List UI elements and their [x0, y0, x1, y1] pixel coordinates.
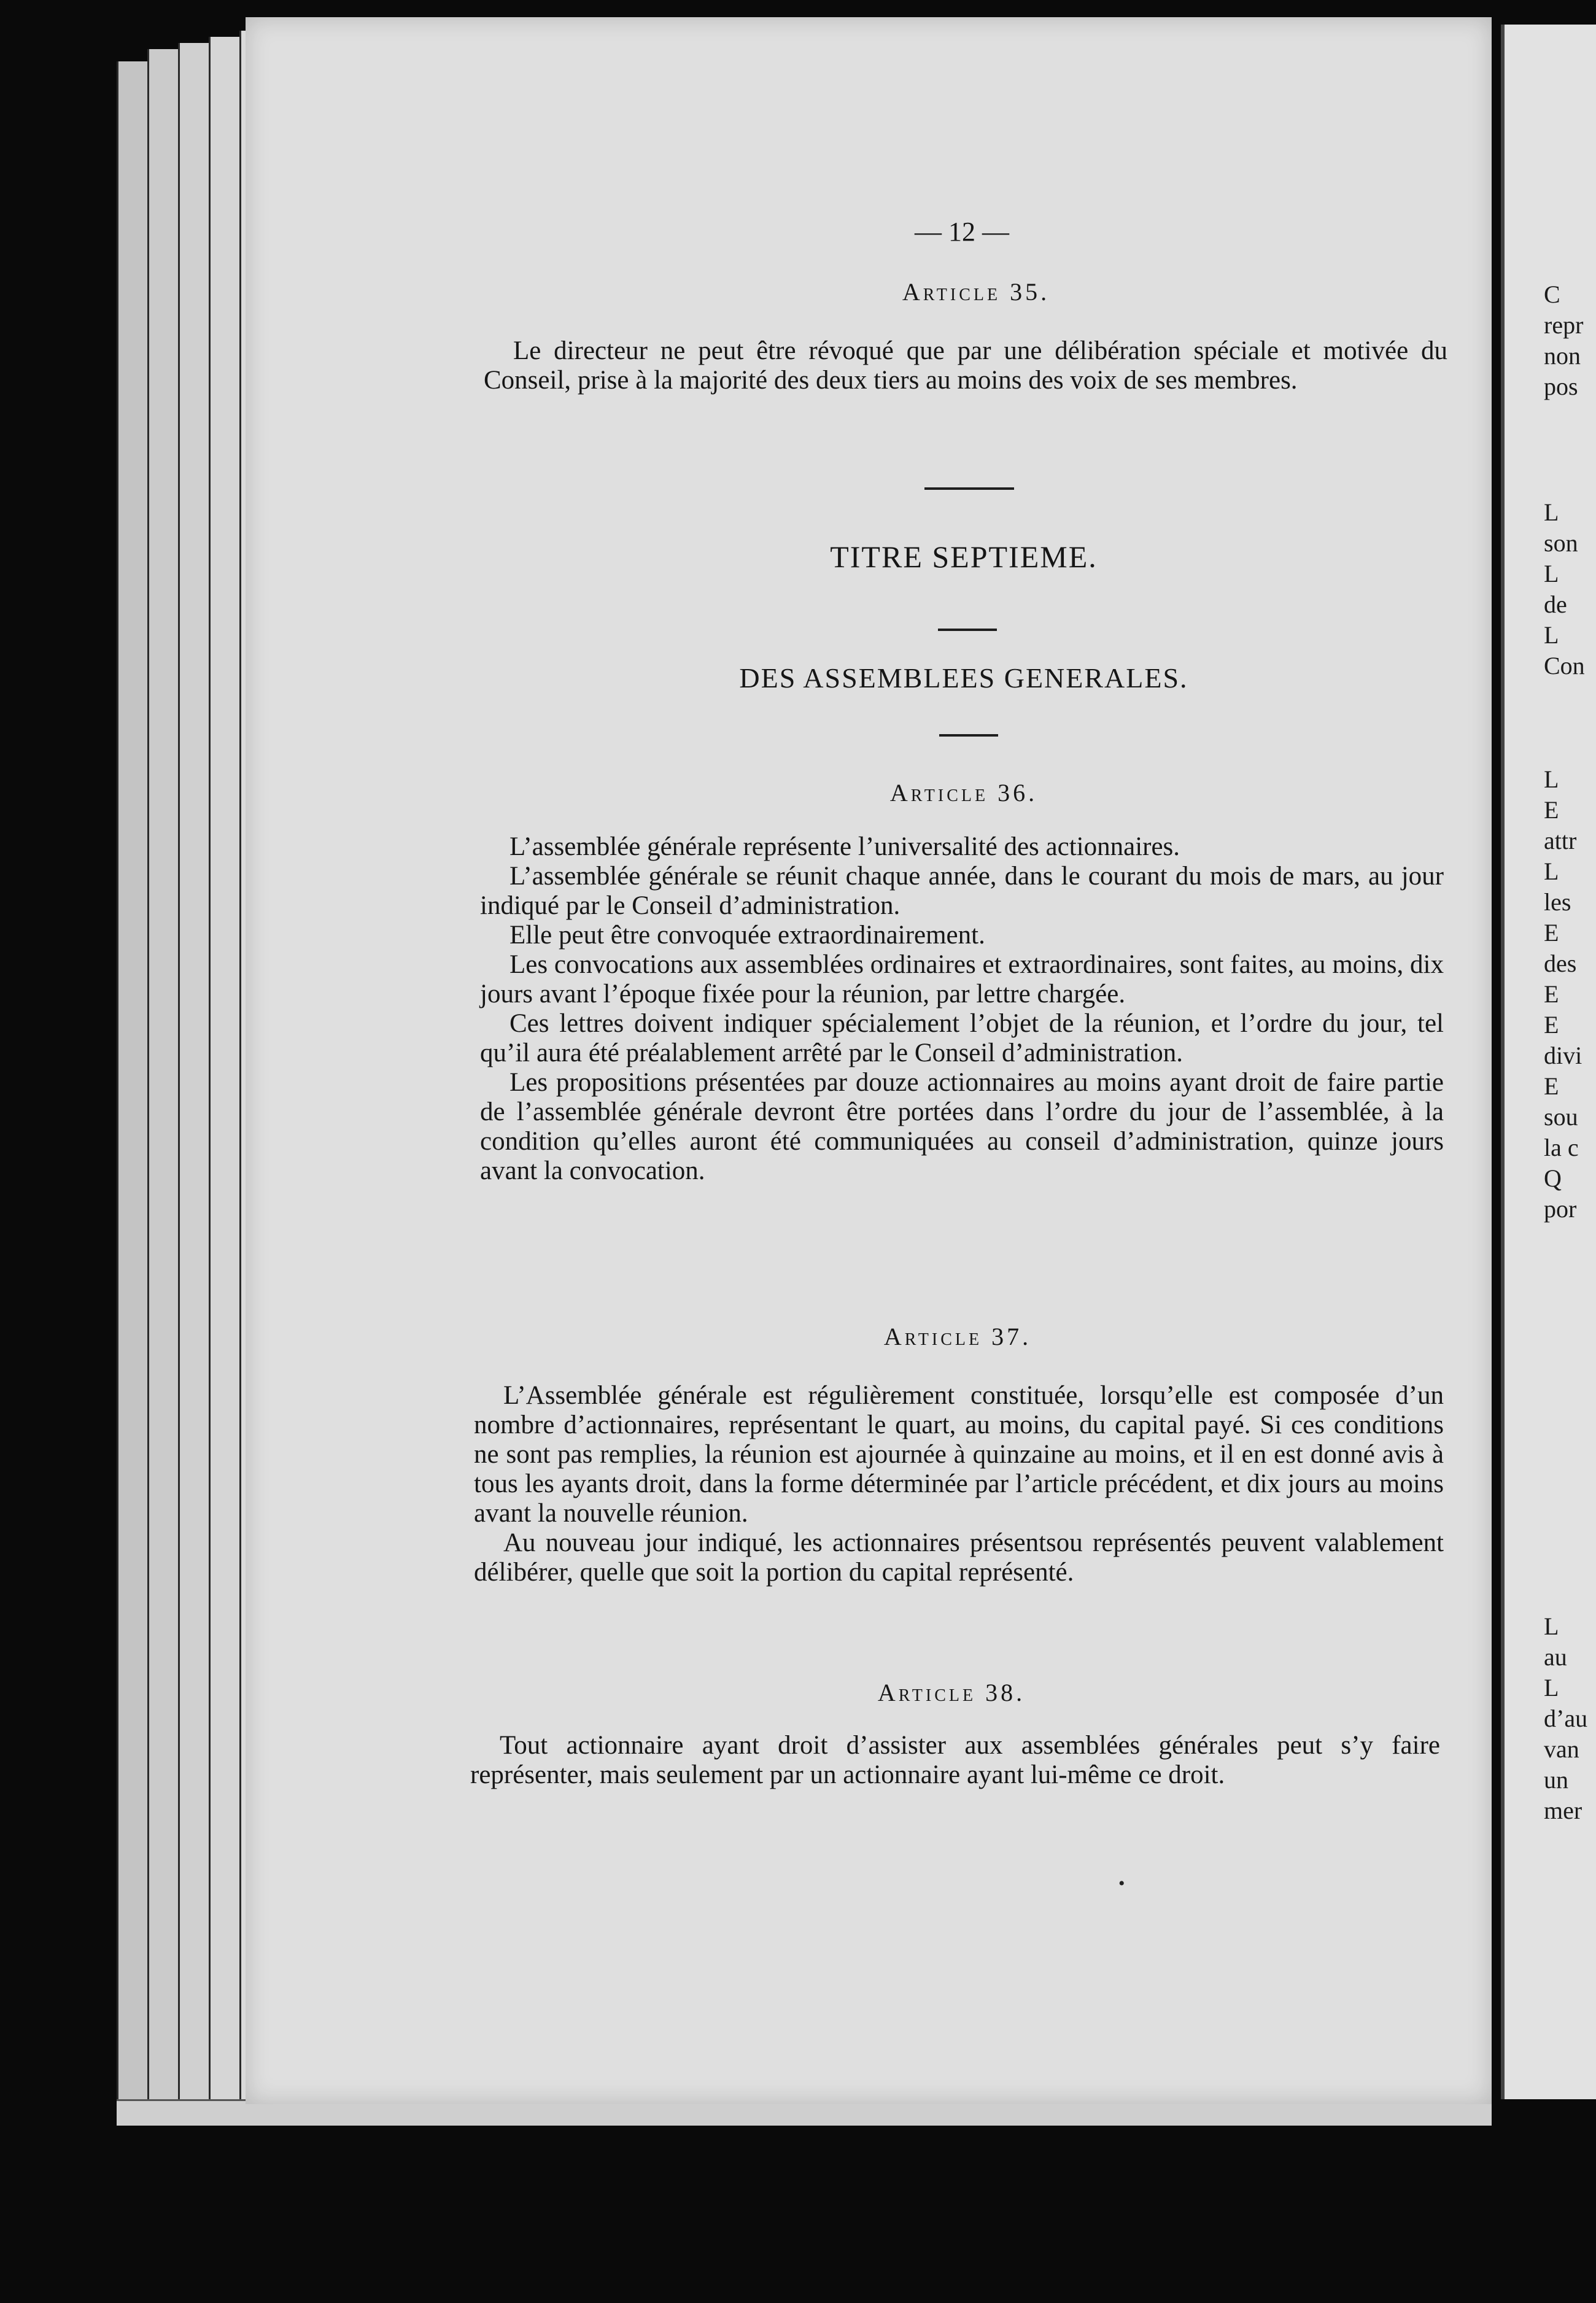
article-37-text	[474, 1381, 1444, 1587]
section-subtitle: DES ASSEMBLEES GENERALES.	[739, 662, 1188, 694]
facing-page-fragment: L	[1544, 560, 1559, 587]
facing-page-fragment: attr	[1544, 827, 1577, 854]
page-stack-edges	[117, 25, 264, 2124]
article-36-paragraph: Les propositions présentées par douze actionnaires au moins ayant droit de faire partie de l’assemblée générale devront être portées dans l’ordre du jour de l’assemblée, à la condition qu’elles auront été communiquées au conseil d’administration, quinze jours avant la convocation.	[480, 1068, 1444, 1185]
facing-page-fragment: E	[1544, 796, 1559, 824]
article-36-text	[480, 832, 1444, 1186]
facing-page-fragment: E	[1544, 919, 1559, 946]
titre-heading: TITRE SEPTIEME.	[830, 540, 1098, 574]
facing-page-fragment: Con	[1544, 652, 1585, 679]
page-number: — 12 —	[915, 217, 1009, 247]
article-36-paragraph: Ces lettres doivent indiquer spécialement l’objet de la réunion, et l’ordre du jour, tel qu’il aura été préalablement arrêté par le Conseil d’administration.	[480, 1009, 1444, 1067]
article-38-text	[470, 1731, 1440, 1790]
article-36-heading: Article 36.	[889, 779, 1038, 807]
facing-page-fragment: van	[1544, 1735, 1579, 1763]
article-35-heading: Article 35.	[902, 278, 1050, 306]
facing-page-fragment: la c	[1544, 1134, 1579, 1161]
facing-page-fragment: repr	[1544, 311, 1584, 339]
facing-page-fragment: E	[1544, 980, 1559, 1008]
article-38-paragraph: Tout actionnaire ayant droit d’assister aux assemblées générales peut s’y faire représenter, mais seulement par un actionnaire ayant lui-même ce droit.	[470, 1731, 1440, 1789]
article-36-paragraph: L’assemblée générale se réunit chaque année, dans le courant du mois de mars, au jour indiqué par le Conseil d’administration.	[480, 862, 1444, 920]
facing-page-fragment: son	[1544, 529, 1578, 557]
facing-page-fragment: L	[1544, 1674, 1559, 1701]
facing-page-fragment: L	[1544, 1612, 1559, 1640]
facing-page-fragment: L	[1544, 621, 1559, 649]
facing-page-fragment: L	[1544, 765, 1559, 793]
article-37-paragraph: L’Assemblée générale est régulièrement constituée, lorsqu’elle est composée d’un nombre d’actionnaires, représentant le quart, au moins, du capital payé. Si ces conditions ne sont pas remplies, la réunion est ajournée à quinzaine au moins, et il en est donné avis à tous les ayants droit, dans la forme déterminée par l’article précédent, et dix jours au moins avant la nouvelle réunion.	[474, 1381, 1444, 1528]
facing-page-fragment: pos	[1544, 373, 1578, 400]
facing-page-fragment: un	[1544, 1766, 1568, 1794]
facing-page-fragment: C	[1544, 281, 1560, 308]
divider	[924, 487, 1014, 490]
divider	[939, 734, 998, 737]
article-35-paragraph: Le directeur ne peut être révoqué que par une délibération spéciale et motivée du Conseil, prise à la majorité des deux tiers au moins des voix de ses membres.	[484, 336, 1447, 395]
facing-page-fragment: L	[1544, 498, 1559, 526]
article-36-paragraph: Les convocations aux assemblées ordinaires et extraordinaires, sont faites, au moins, dix jours avant l’époque fixée pour la réunion, par lettre chargée.	[480, 950, 1444, 1008]
facing-page-fragment: E	[1544, 1011, 1559, 1039]
facing-page-fragment: por	[1544, 1195, 1577, 1223]
facing-page-fragment: E	[1544, 1072, 1559, 1100]
article-37-heading: Article 37.	[883, 1323, 1032, 1350]
facing-page-fragment: d’au	[1544, 1705, 1588, 1732]
facing-page-fragment: sou	[1544, 1103, 1578, 1131]
article-38-heading: Article 38.	[877, 1679, 1026, 1706]
facing-page-fragment: mer	[1544, 1797, 1582, 1824]
article-36-paragraph: Elle peut être convoquée extraordinairement.	[509, 921, 985, 950]
facing-page-fragment: Q	[1544, 1164, 1562, 1192]
facing-page-fragment: au	[1544, 1643, 1567, 1671]
ink-dot: •	[1118, 1873, 1125, 1894]
article-35-text	[484, 336, 1447, 395]
article-36-paragraph: L’assemblée générale représente l’universalité des actionnaires.	[509, 832, 1180, 861]
facing-page-fragment: non	[1544, 342, 1581, 370]
facing-page-fragment: L	[1544, 857, 1559, 885]
facing-page-fragment: divi	[1544, 1042, 1582, 1069]
article-37-paragraph: Au nouveau jour indiqué, les actionnaires présentsou représentés peuvent valablement délibérer, quelle que soit la portion du capital représenté.	[474, 1528, 1444, 1587]
facing-page-fragment: des	[1544, 950, 1577, 977]
facing-page-fragment: les	[1544, 888, 1571, 916]
facing-page-fragment: de	[1544, 590, 1567, 618]
divider	[938, 629, 997, 631]
